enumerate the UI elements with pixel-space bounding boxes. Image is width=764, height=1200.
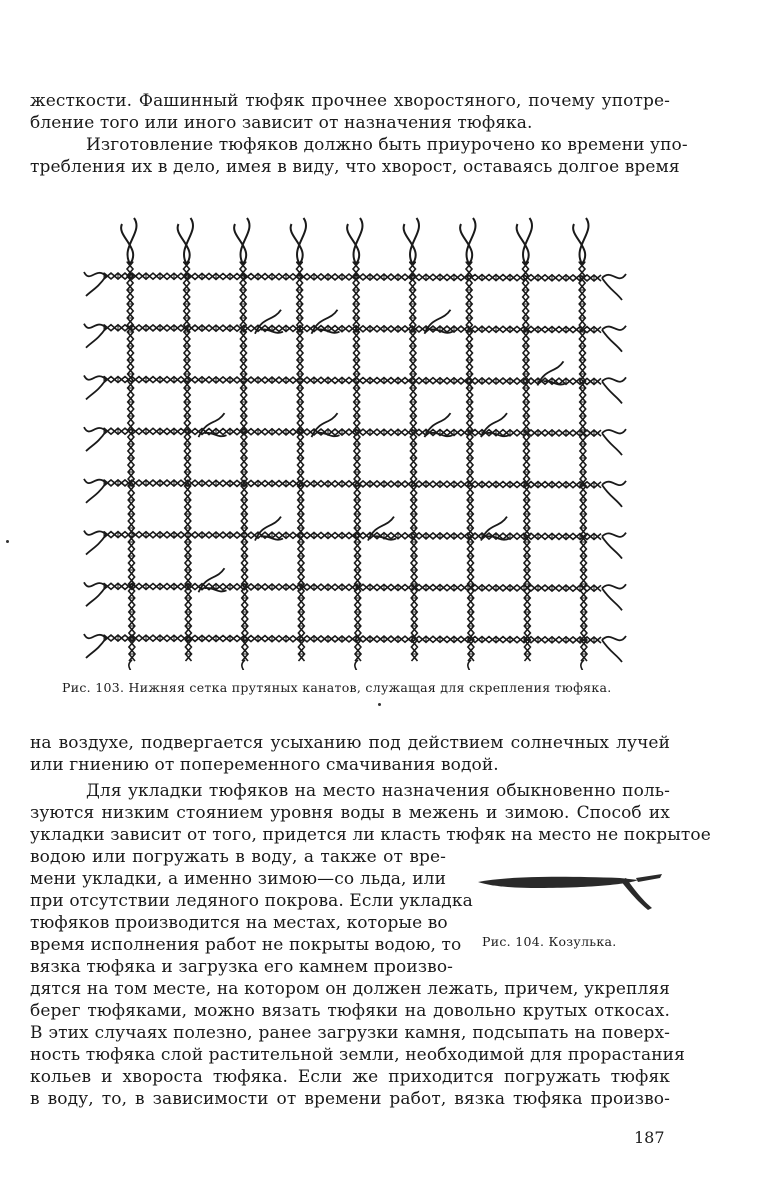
rope-end-tendril bbox=[602, 584, 626, 610]
rope-end-tendril bbox=[84, 531, 106, 555]
text-line: дятся на том месте, на котором он должен лежать, причем, укрепляя bbox=[30, 979, 670, 999]
rope-end-tendril bbox=[84, 324, 106, 348]
vertical-rope bbox=[353, 262, 362, 661]
rope-end-tendril bbox=[460, 218, 475, 264]
rope-end-tendril bbox=[602, 481, 626, 507]
text-line: водою или погружать в воду, а также от вре- bbox=[30, 847, 446, 867]
text-line: при отсутствии ледяного покрова. Если укладка bbox=[30, 891, 473, 911]
page-number: 187 bbox=[634, 1128, 665, 1147]
text-line: в воду, то, в зависимости от времени работ, вязка тюфяка произво- bbox=[30, 1089, 670, 1109]
text-line: бление того или иного зависит от назначения тюфяка. bbox=[30, 113, 533, 133]
rope-end-tendril bbox=[128, 660, 132, 670]
rope-end-tendril bbox=[84, 479, 106, 503]
rope-end-tendril bbox=[347, 218, 362, 264]
rope-end-tendril bbox=[602, 533, 626, 559]
rope-end-tendril bbox=[84, 634, 106, 658]
text-line: время исполнения работ не покрыты водою, то bbox=[30, 935, 462, 955]
rope-end-tendril bbox=[84, 272, 106, 296]
text-line: на воздухе, подвергается усыханию под действием солнечных лучей bbox=[30, 733, 670, 753]
kozulka-tip bbox=[636, 874, 662, 882]
rope-end-tendril bbox=[602, 429, 626, 455]
text-line: вязка тюфяка и загрузка его камнем произво- bbox=[30, 957, 454, 977]
rope-end-tendril bbox=[602, 636, 626, 662]
text-line: требления их в дело, имея в виду, что хворост, оставаясь долгое время bbox=[30, 157, 680, 177]
vertical-rope bbox=[466, 262, 475, 661]
horizontal-rope bbox=[104, 428, 601, 437]
rope-end-tendril bbox=[234, 218, 249, 264]
vertical-rope bbox=[296, 262, 305, 661]
rope-end-tendril bbox=[121, 218, 136, 264]
text-line: или гниению от попеременного смачивания водой. bbox=[30, 755, 499, 775]
vertical-rope bbox=[409, 262, 418, 661]
vertical-rope bbox=[183, 262, 192, 661]
text-line: ность тюфяка слой растительной земли, необходимой для прорастания bbox=[30, 1045, 685, 1065]
kozulka-branch bbox=[620, 878, 652, 910]
vertical-rope bbox=[522, 262, 531, 661]
scan-speck bbox=[378, 703, 381, 706]
text-line: Изготовление тюфяков должно быть приурочено ко времени упо- bbox=[86, 135, 688, 155]
rope-end-tendril bbox=[580, 660, 584, 670]
rope-end-tendril bbox=[602, 274, 626, 300]
kozulka-shaft bbox=[478, 877, 638, 888]
figure-104-caption: Рис. 104. Козулька. bbox=[482, 934, 617, 949]
rope-end-tendril bbox=[602, 377, 626, 403]
text-line: В этих случаях полезно, ранее загрузки камня, подсыпать на поверх- bbox=[30, 1023, 670, 1043]
scan-speck bbox=[6, 540, 9, 543]
vertical-rope bbox=[127, 262, 136, 661]
vertical-rope bbox=[240, 262, 249, 661]
text-line: Для укладки тюфяков на место назначения обыкновенно поль- bbox=[86, 781, 670, 801]
rope-end-tendril bbox=[84, 427, 106, 451]
rope-end-tendril bbox=[517, 218, 532, 264]
rope-end-tendril bbox=[291, 218, 306, 264]
text-line: берег тюфяками, можно вязать тюфяки на довольно крутых откосах. bbox=[30, 1001, 670, 1021]
vertical-rope bbox=[579, 262, 588, 661]
text-line: укладки зависит от того, придется ли класть тюфяк на место не покрытое bbox=[30, 825, 711, 845]
text-line: кольев и хвороста тюфяка. Если же приходится погружать тюфяк bbox=[30, 1067, 670, 1087]
text-line: тюфяков производится на местах, которые во bbox=[30, 913, 448, 933]
text-line: жесткости. Фашинный тюфяк прочнее хворостяного, почему употре- bbox=[30, 91, 670, 111]
rope-net-illustration bbox=[82, 200, 642, 670]
rope-end-tendril bbox=[602, 326, 626, 352]
kozulka-illustration bbox=[470, 860, 670, 920]
text-line: мени укладки, а именно зимою—со льда, или bbox=[30, 869, 446, 889]
rope-end-tendril bbox=[241, 660, 245, 670]
rope-end-tendril bbox=[84, 375, 106, 399]
rope-end-tendril bbox=[404, 218, 419, 264]
rope-end-tendril bbox=[354, 660, 358, 670]
rope-end-tendril bbox=[573, 218, 588, 264]
figure-103-caption: Рис. 103. Нижняя сетка прутяных канатов, служащая для скрепления тюфяка. bbox=[62, 680, 612, 695]
rope-end-tendril bbox=[467, 660, 471, 670]
text-line: зуются низким стоянием уровня воды в межень и зимою. Способ их bbox=[30, 803, 670, 823]
rope-end-tendril bbox=[84, 582, 106, 606]
rope-end-tendril bbox=[178, 218, 193, 264]
